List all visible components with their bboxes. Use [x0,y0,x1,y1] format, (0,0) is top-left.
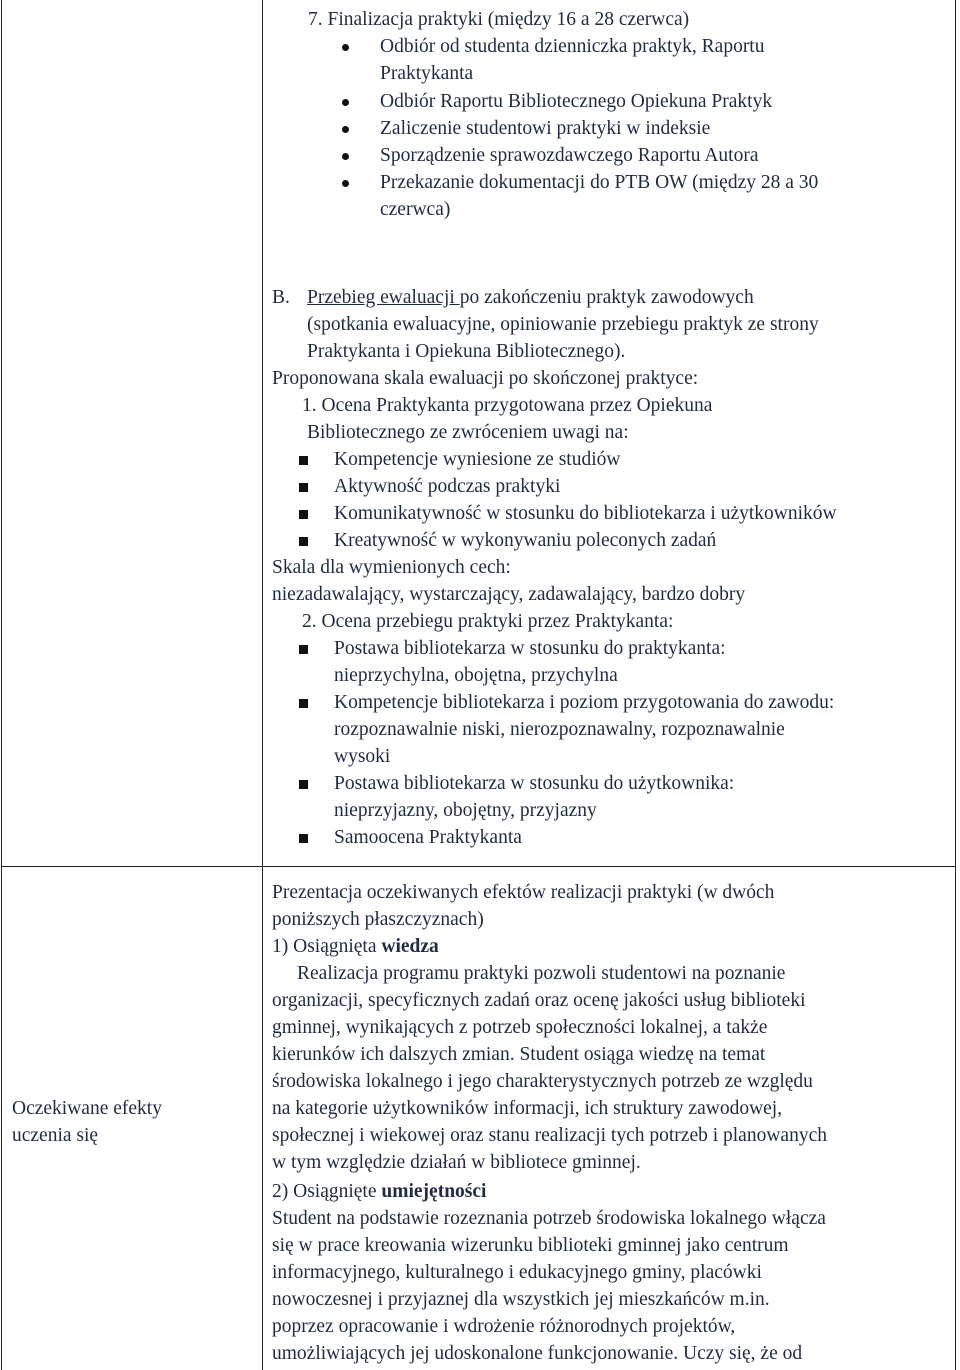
table-border-right [955,0,956,1370]
row-divider [1,866,956,867]
item1-title: 1. Ocena Praktykanta przygotowana przez Opiekuna [302,395,713,416]
list-item: Komunikatywność w stosunku do bibliotekarza i użytkowników [334,503,837,524]
paragraph-line: nowoczesnej i przyjaznej dla wszystkich jej mieszkańców m.in. [272,1289,770,1310]
scale-intro: Proponowana skala ewaluacji po skończonej praktyce: [272,368,699,389]
square-bullet-icon [299,537,308,546]
list-item: Samoocena Praktykanta [334,827,522,848]
skills-heading [272,1178,486,1205]
table-divider [262,0,263,1370]
paragraph-line: umożliwiających jej udoskonalone funkcjonowanie. Uczy się, że od [272,1343,803,1364]
square-bullet-icon [299,510,308,519]
list-item: Kreatywność w wykonywaniu poleconych zadań [334,530,717,551]
sectionB-title-rest: po zakończeniu praktyk zawodowych [459,287,754,308]
list-item: Odbiór od studenta dzienniczka praktyk, Raportu [380,36,765,57]
paragraph-line: informacyjnego, kulturalnego i edukacyjnego gminy, placówki [272,1262,762,1283]
list-item: czerwca) [380,199,451,220]
sectionB-line: Praktykanta i Opiekuna Bibliotecznego). [307,341,626,362]
paragraph-line: w tym względzie działań w bibliotece gminnej. [272,1152,641,1173]
bullet-icon [342,153,349,160]
row-label: Oczekiwane efekty [12,1098,162,1119]
list-item: nieprzyjazny, obojętny, przyjazny [334,800,597,821]
paragraph-line: się w prace kreowania wizerunku biblioteki gminnej jako centrum [272,1235,789,1256]
bullet-icon [342,180,349,187]
paragraph-line: Student na podstawie rozeznania potrzeb środowiska lokalnego włącza [272,1208,826,1229]
knowledge-heading [272,933,439,960]
list-item: Sporządzenie sprawozdawczego Raportu Autora [380,145,759,166]
square-bullet-icon [299,699,308,708]
paragraph-line: organizacji, specyficznych zadań oraz ocenę jakości usług biblioteki [272,990,806,1011]
list-item: Aktywność podczas praktyki [334,476,561,497]
knowledge-prefix: 1) Osiągnięta [272,936,382,957]
section7-heading: 7. Finalizacja praktyki (między 16 a 28 czerwca) [308,9,690,30]
list-item: Zaliczenie studentowi praktyki w indeksie [380,118,711,139]
bullet-icon [342,99,349,106]
square-bullet-icon [299,456,308,465]
bullet-icon [342,126,349,133]
list-item: Kompetencje bibliotekarza i poziom przygotowania do zawodu: [334,692,835,713]
list-item: Postawa bibliotekarza w stosunku do użytkownika: [334,773,735,794]
paragraph-line: poprzez opracowanie i wdrożenie różnorodnych projektów, [272,1316,736,1337]
sectionB-label: B. [272,287,290,308]
skills-prefix: 2) Osiągnięte [272,1181,382,1202]
sectionB-line: (spotkania ewaluacyjne, opiniowanie przebiegu praktyk ze strony [307,314,819,335]
item2-title: 2. Ocena przebiegu praktyki przez Praktykanta: [302,611,674,632]
list-item: Przekazanie dokumentacji do PTB OW (między 28 a 30 [380,172,819,193]
paragraph-line: gminnej, wynikających z potrzeb społeczności lokalnej, a także [272,1017,768,1038]
list-item: Postawa bibliotekarza w stosunku do praktykanta: [334,638,726,659]
square-bullet-icon [299,780,308,789]
skills-bold: umiejętności [381,1181,487,1202]
paragraph-line: kierunków ich dalszych zmian. Student osiąga wiedzę na temat [272,1044,766,1065]
bullet-icon [342,44,349,51]
list-item: Odbiór Raportu Bibliotecznego Opiekuna Praktyk [380,91,773,112]
knowledge-bold: wiedza [381,936,439,957]
list-item: Kompetencje wyniesione ze studiów [334,449,621,470]
scale-label: Skala dla wymienionych cech: [272,557,511,578]
scale-values: niezadawalający, wystarczający, zadawalający, bardzo dobry [272,584,746,605]
item1-title-cont: Bibliotecznego ze zwróceniem uwagi na: [307,422,629,443]
list-item: Praktykanta [380,63,474,84]
paragraph-line: na kategorie użytkowników informacji, ich struktury zawodowej, [272,1098,783,1119]
square-bullet-icon [299,645,308,654]
paragraph-line: Realizacja programu praktyki pozwoli studentowi na poznanie [297,963,786,984]
row-label: uczenia się [12,1125,99,1146]
sectionB-title [307,284,754,311]
effects-intro: Prezentacja oczekiwanych efektów realizacji praktyki (w dwóch [272,882,775,903]
effects-intro: poniższych płaszczyznach) [272,909,484,930]
square-bullet-icon [299,834,308,843]
paragraph-line: środowiska lokalnego i jego charakterystycznych potrzeb ze względu [272,1071,813,1092]
square-bullet-icon [299,483,308,492]
list-item: rozpoznawalnie niski, nierozpoznawalny, rozpoznawalnie [334,719,785,740]
paragraph-line: społecznej i wiekowej oraz stanu realizacji tych potrzeb i planowanych [272,1125,827,1146]
list-item: wysoki [334,746,391,767]
sectionB-title-underlined: Przebieg ewaluacji [307,287,460,308]
list-item: nieprzychylna, obojętna, przychylna [334,665,618,686]
table-border-left [1,0,2,1370]
